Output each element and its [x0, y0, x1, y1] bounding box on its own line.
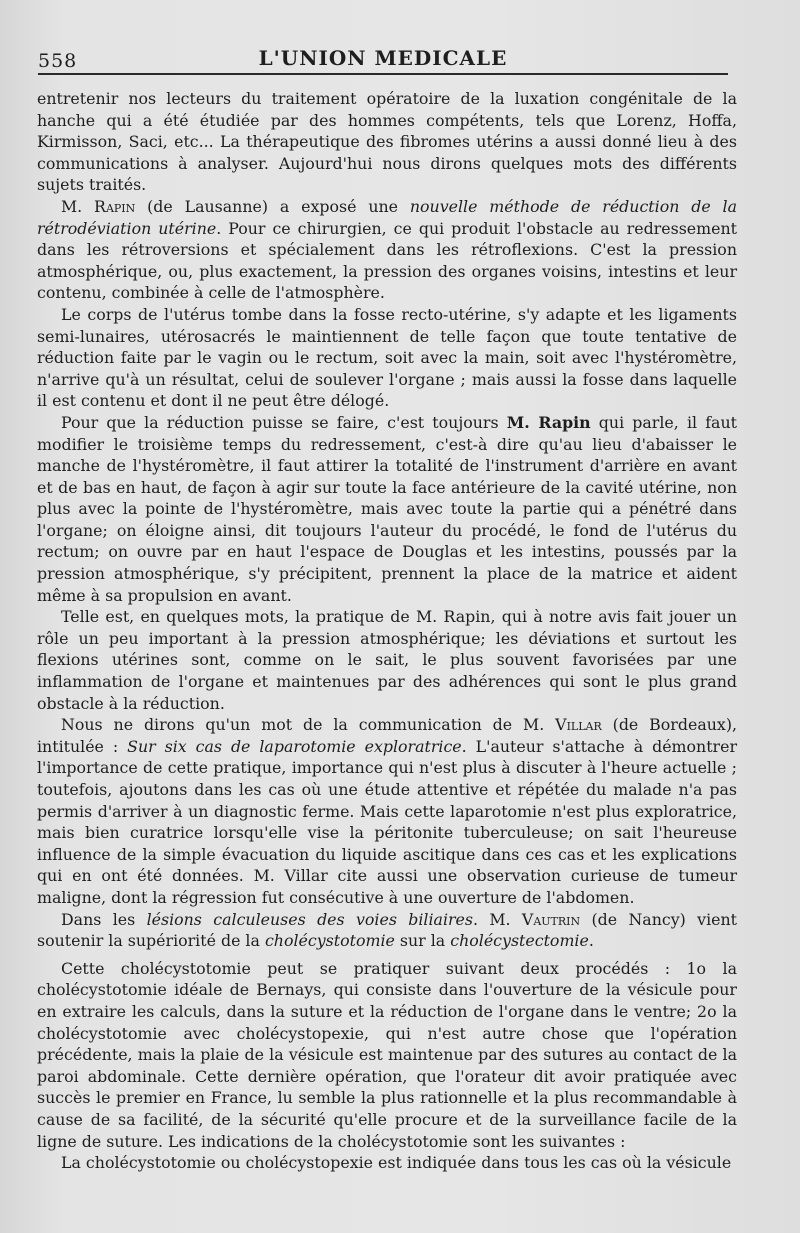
- header-rule: [38, 73, 728, 75]
- text-run: (de Nancy) vient soutenir la supériorité de la: [37, 909, 737, 951]
- text-run: Rapin: [94, 196, 136, 216]
- text-run: . M.: [473, 909, 522, 929]
- text-run: Le corps de l'utérus tombe dans la fosse recto-utérine, s'y adapte et les ligaments semi-lunaires, utérosacrés le maintiennent de telle façon que toute tentative de réduction faite par le vagin ou le rectum, soit avec la main, soit avec l'hystéromètre, n'arrive qu'à un résultat, celui de soulever l'organe ; mais aussi la fosse dans laquelle il est contenu et dont il ne peut être délogé.: [37, 304, 737, 411]
- article-body: [37, 88, 737, 1174]
- text-run: La cholécystotomie ou cholécystopexie est indiquée dans tous les cas où la vésicule: [61, 1153, 732, 1173]
- text-run: Vautrin: [521, 909, 581, 929]
- text-run: Dans les: [61, 909, 147, 929]
- paragraph-5: [37, 606, 737, 714]
- running-title: L'UNION MEDICALE: [258, 46, 508, 70]
- page-header: [38, 44, 728, 74]
- text-run: cholécystectomie: [450, 931, 589, 951]
- paragraph-6: [37, 714, 737, 908]
- text-run: (de Lausanne) a exposé une: [135, 196, 410, 216]
- paragraph-1: [37, 88, 737, 196]
- paragraph-2: [37, 196, 737, 304]
- paragraph-9: [37, 1152, 737, 1174]
- text-run: M.: [61, 196, 95, 216]
- text-run: entretenir nos lecteurs du traitement opératoire de la luxation congénitale de la hanche qui a été étudiée par des hommes compétents, tels que Lorenz, Hoffa, Kirmisson, Saci, etc... La thérapeutique des fibromes utérins a aussi donné lieu à des communications à analyser. Aujourd'hui nous dirons quelques mots des différents sujets traités.: [37, 89, 737, 195]
- text-run: sur la: [394, 931, 451, 951]
- text-run: Nous ne dirons qu'un mot de la communication de M.: [61, 715, 556, 735]
- paragraph-8: [37, 958, 737, 1152]
- text-run: qui parle, il faut modifier le troisième temps du redressement, c'est-à dire qu'au lieu d'abaisser le manche de l'hystéromètre, il faut attirer la totalité de l'instrument d'arrière en avant et de bas en haut, de façon à agir sur toute la face antérieure de la cavité utérine, non plus avec la pointe de l'hystéromètre, mais avec toute la partie qui a pénétré dans l'organe; on éloigne ainsi, dit toujours l'auteur du procédé, le fond de l'utérus du rectum; on ouvre par en haut l'espace de Douglas et les intestins, poussés par la pression atmosphérique, s'y précipitent, prennent la place de la matrice et aident même à sa propulsion en avant.: [37, 412, 737, 605]
- text-run: .: [588, 931, 594, 951]
- paragraph-3: [37, 304, 737, 412]
- text-run: cholécystotomie: [264, 931, 395, 951]
- paragraph-4: [37, 412, 737, 606]
- page-number: 558: [38, 50, 78, 72]
- text-run: M. Rapin: [506, 412, 591, 432]
- text-run: Villar: [555, 715, 602, 735]
- text-run: lésions calculeuses des voies biliaires: [146, 909, 474, 929]
- text-run: nouvelle méthode de réduction de la rétrodéviation utérine: [37, 196, 738, 238]
- text-run: . Pour ce chirurgien, ce qui produit l'obstacle au redressement dans les rétroversions et spécialement dans les rétroflexions. C'est la pression atmosphérique, ou, plus exactement, la pression des organes voisins, intestins et leur contenu, combinée à celle de l'atmosphère.: [37, 218, 737, 303]
- text-run: Pour que la réduction puisse se faire, c'est toujours: [61, 412, 507, 432]
- paragraph-7: [37, 909, 737, 952]
- text-run: Sur six cas de laparotomie exploratrice: [127, 736, 462, 756]
- text-run: Telle est, en quelques mots, la pratique de M. Rapin, qui à notre avis fait jouer un rôle un peu important à la pression atmosphérique; les déviations et surtout les flexions utérines sont, comme on le sait, le plus souvent favorisées par une inflammation de l'organe et maintenues par des adhérences qui sont le plus grand obstacle à la réduction.: [37, 607, 737, 713]
- text-run: . L'auteur s'attache à démontrer l'importance de cette pratique, importance qui n'est plus à discuter à l'heure actuelle ; toutefois, ajoutons dans les cas où une étude attentive et répétée du malade n'a pas permis d'arriver à un diagnostic ferme. Mais cette laparotomie n'est plus exploratrice, mais bien curatrice lorsqu'elle vise la péritonite tuberculeuse; on sait l'heureuse influence de la simple évacuation du liquide ascitique dans ces cas et les explications qui en ont été données. M. Villar cite aussi une observation curieuse de tumeur maligne, dont la régression fut consécutive à une ouverture de l'abdomen.: [37, 736, 738, 907]
- text-run: Cette cholécystotomie peut se pratiquer suivant deux procédés : 1o la cholécystotomie idéale de Bernays, qui consiste dans l'ouverture de la vésicule pour en extraire les calculs, dans la suture et la réduction de l'organe dans le ventre; 2o la cholécystotomie avec cholécystopexie, qui n'est autre chose que l'opération précédente, mais la plaie de la vésicule est maintenue par des sutures au contact de la paroi abdominale. Cette dernière opération, que l'orateur dit avoir pratiquée avec succès le premier en France, lu semble la plus rationnelle et la plus recommandable à cause de sa facilité, de la sécurité qu'elle procure et de la surveillance facile de la ligne de suture. Les indications de la cholécystotomie sont les suivantes :: [37, 958, 737, 1151]
- text-run: (de Bordeaux), intitulée :: [37, 715, 737, 756]
